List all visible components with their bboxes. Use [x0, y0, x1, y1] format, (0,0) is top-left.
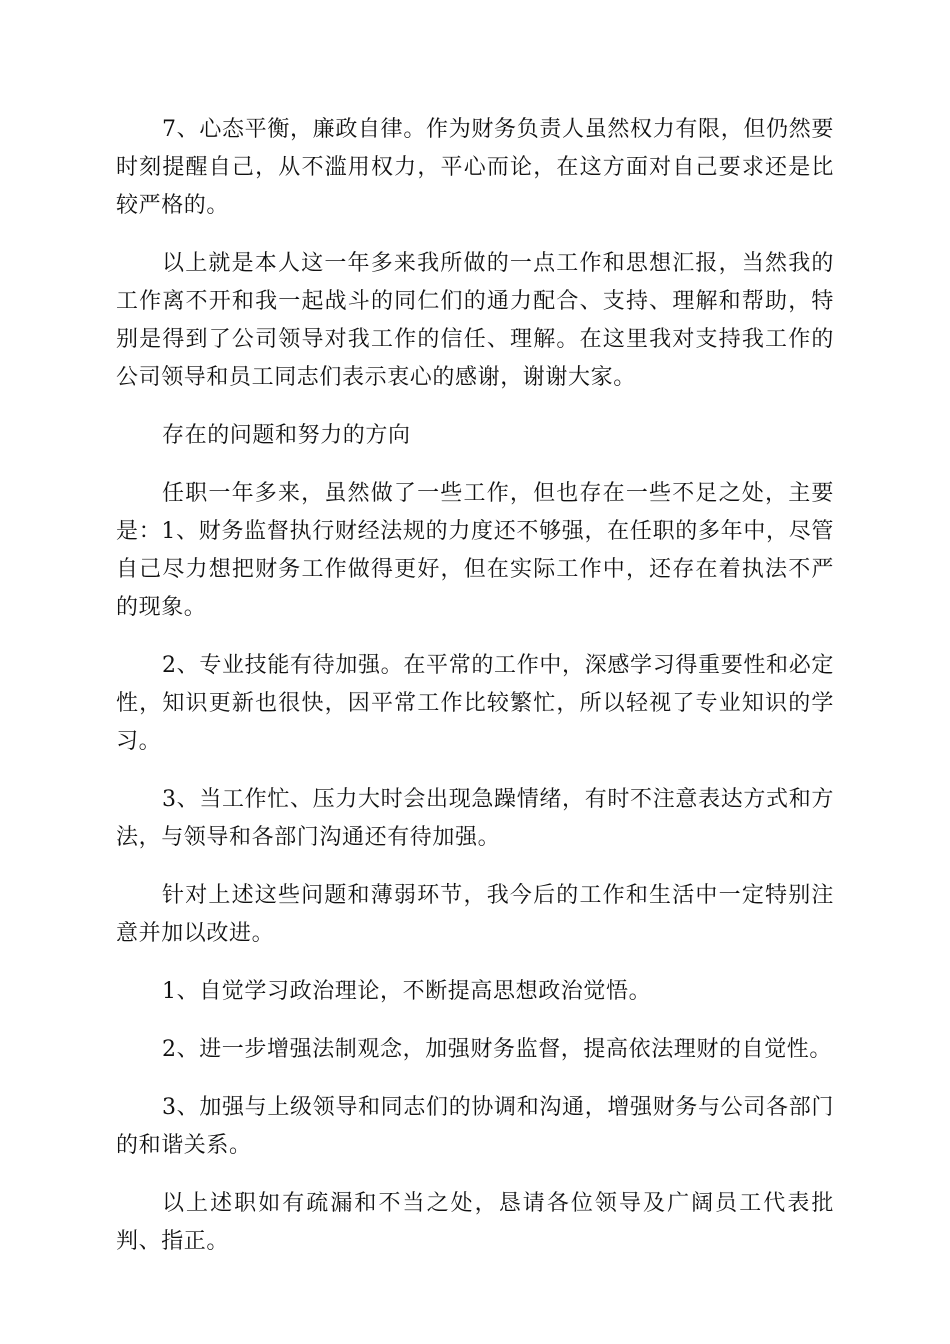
document-body	[116, 111, 834, 1281]
paragraph-shortcomings: 任职一年多来，虽然做了一些工作，但也存在一些不足之处，主要是：1、财务监督执行财经法规的力度还不够强，在任职的多年中，尽管自己尽力想把财务工作做得更好，但在实际工作中，还存在着执法不严的现象。	[116, 481, 834, 620]
paragraph-integrity: 7、心态平衡，廉政自律。作为财务负责人虽然权力有限，但仍然要时刻提醒自己，从不滥用权力，平心而论，在这方面对自己要求还是比较严格的。	[116, 117, 834, 218]
list-item-coordination: 3、加强与上级领导和同志们的协调和沟通，增强财务与公司各部门的和谐关系。	[116, 1095, 834, 1158]
paragraph-communication: 3、当工作忙、压力大时会出现急躁情绪，有时不注意表达方式和方法，与领导和各部门沟通还有待加强。	[116, 787, 834, 850]
list-item-study-theory: 1、自觉学习政治理论，不断提高思想政治觉悟。	[162, 979, 652, 1004]
list-item-legal-awareness: 2、进一步增强法制观念，加强财务监督，提高依法理财的自觉性。	[162, 1037, 832, 1062]
section-heading-problems: 存在的问题和努力的方向	[162, 423, 411, 448]
paragraph-closing: 以上述职如有疏漏和不当之处，恳请各位领导及广阔员工代表批判、指正。	[116, 1191, 834, 1254]
paragraph-summary-thanks: 以上就是本人这一年多来我所做的一点工作和思想汇报，当然我的工作离不开和我一起战斗的同仁们的通力配合、支持、理解和帮助，特别是得到了公司领导对我工作的信任、理解。在这里我对支持我工作的公司领导和员工同志们表示衷心的感谢，谢谢大家。	[116, 251, 834, 390]
paragraph-improvement-intro: 针对上述这些问题和薄弱环节，我今后的工作和生活中一定特别注意并加以改进。	[116, 883, 834, 946]
paragraph-professional-skills: 2、专业技能有待加强。在平常的工作中，深感学习得重要性和必定性，知识更新也很快，因平常工作比较繁忙，所以轻视了专业知识的学习。	[116, 653, 834, 754]
